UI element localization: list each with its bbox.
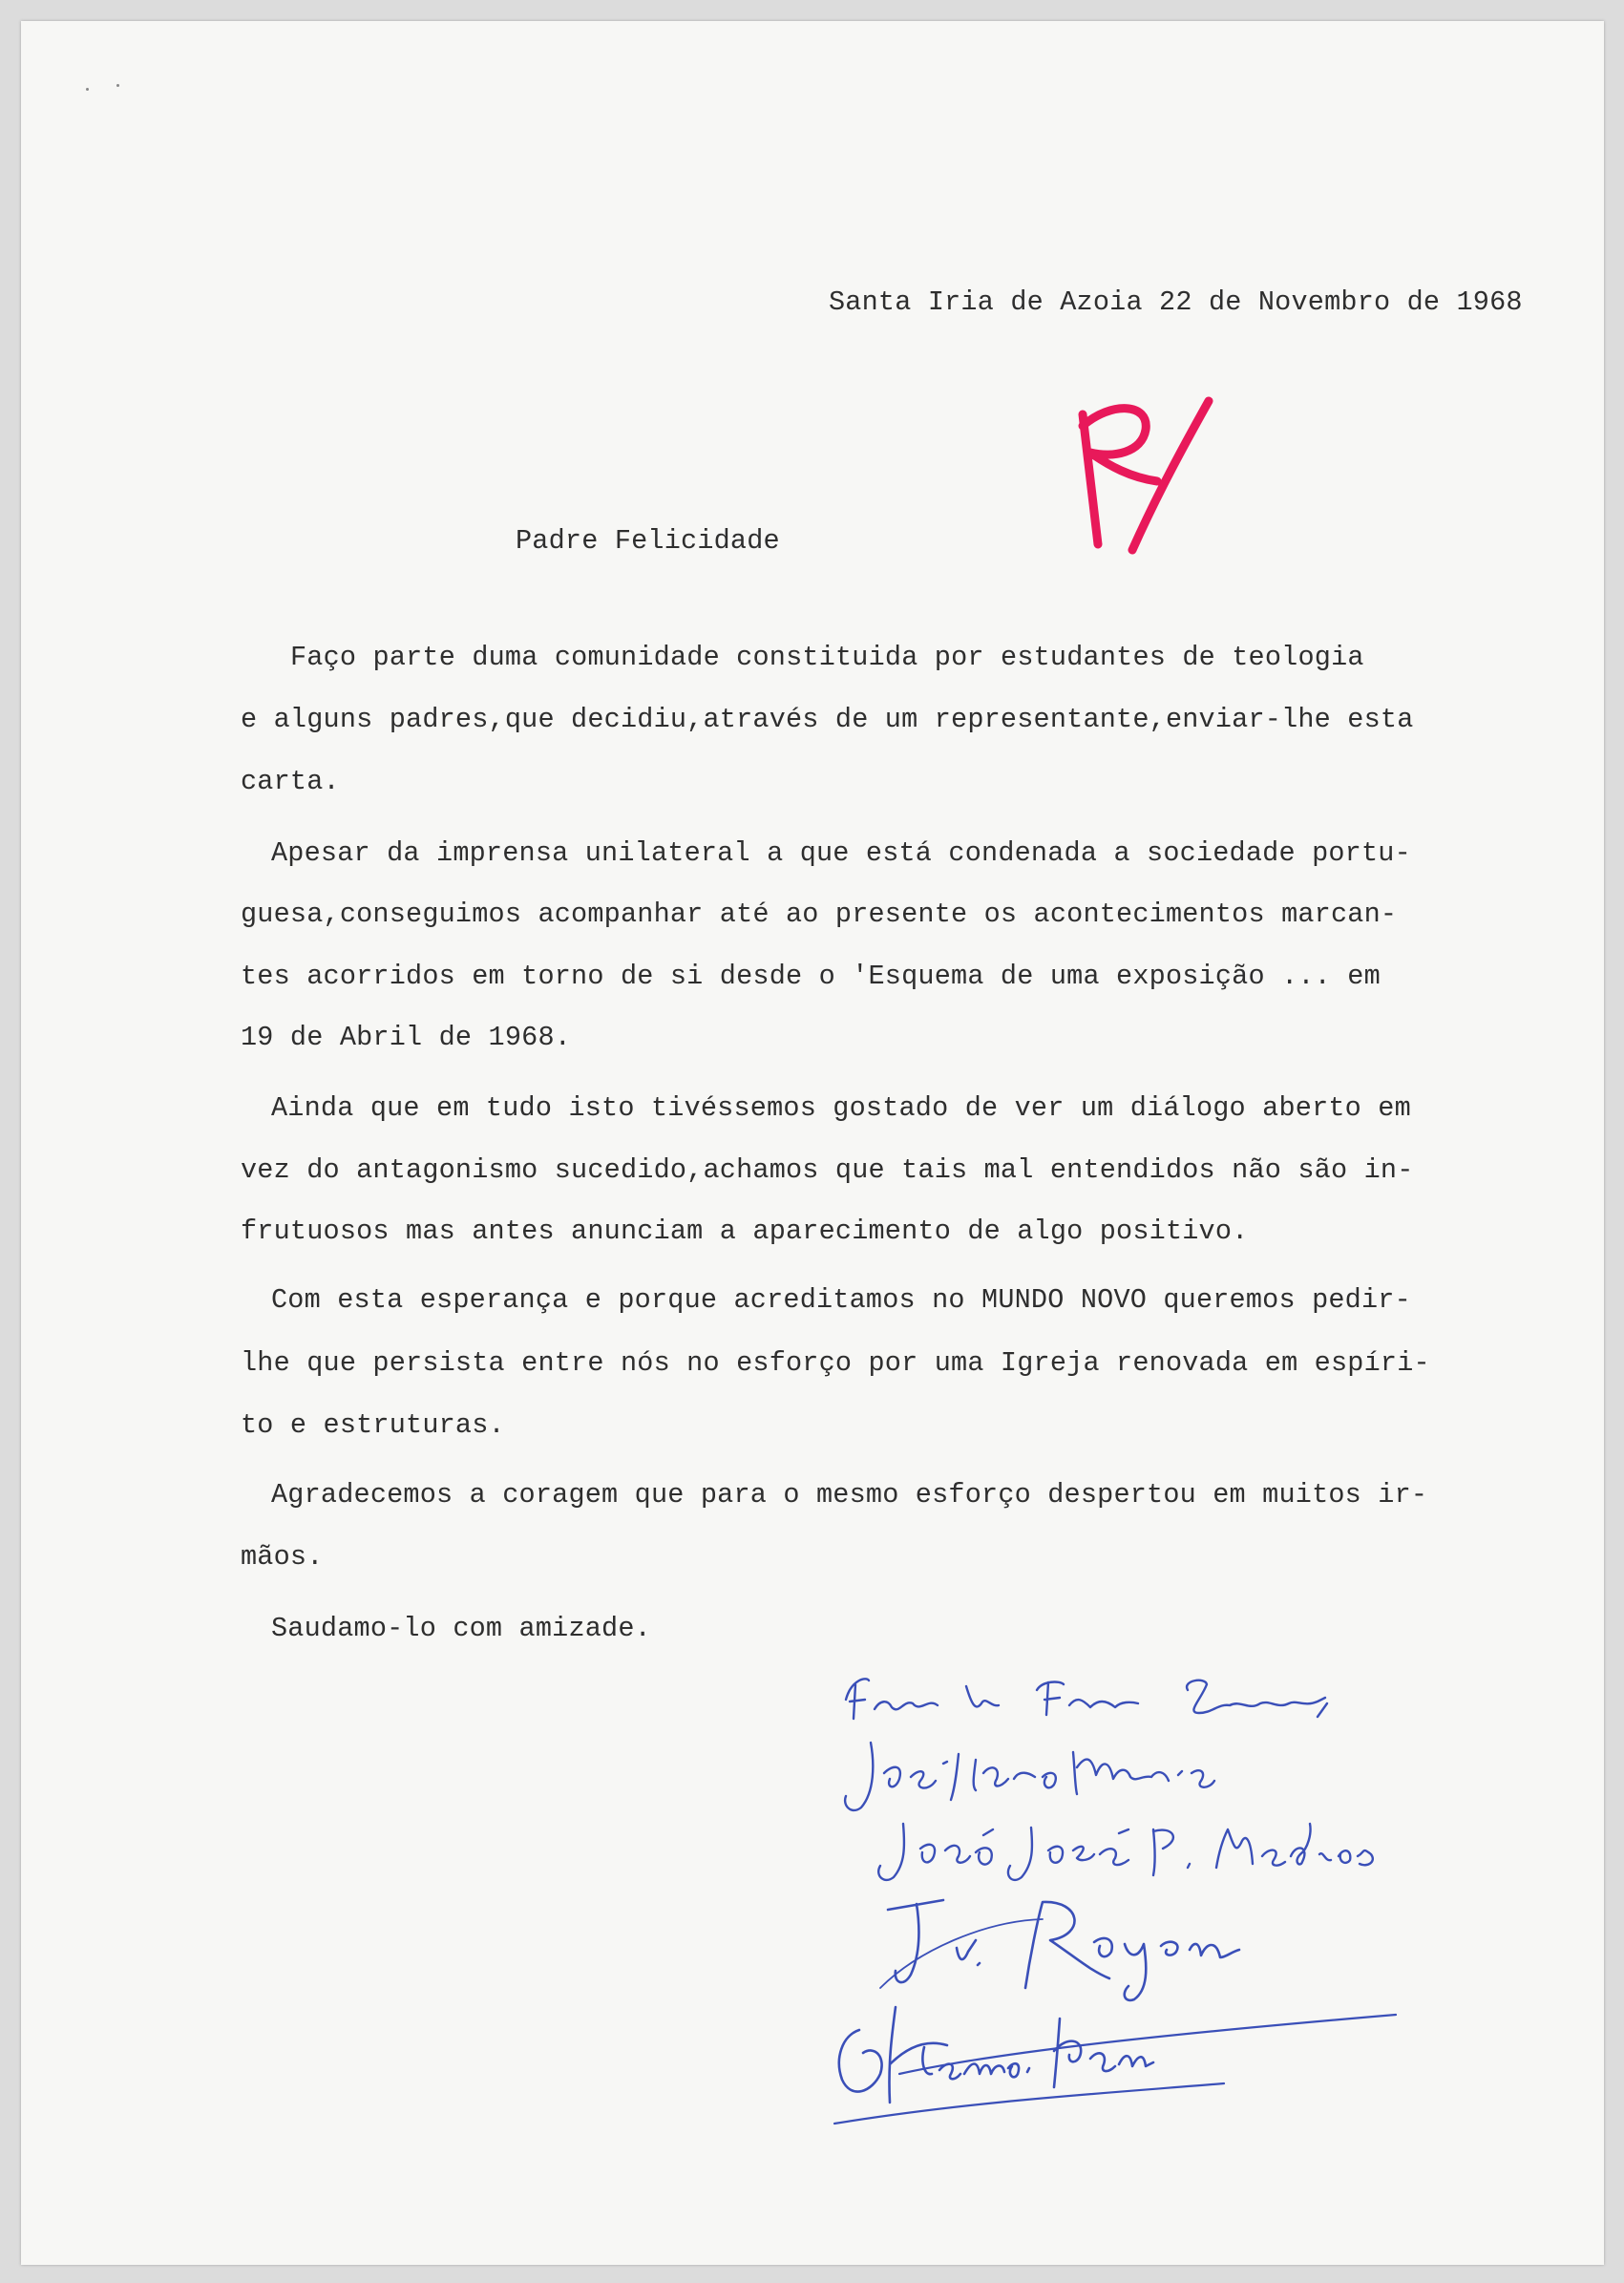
body-line-6: tes acorridos em torno de si desde o 'Esquema de uma exposição ... em xyxy=(241,961,1381,992)
paper-speck xyxy=(116,84,119,87)
letter-page xyxy=(21,21,1604,2265)
body-line-13: to e estruturas. xyxy=(241,1409,505,1441)
body-line-3: carta. xyxy=(241,766,340,797)
salutation: Padre Felicidade xyxy=(516,525,780,557)
signature-3 xyxy=(861,1805,1396,1891)
body-line-10: frutuosos mas antes anunciam a aparecimento de algo positivo. xyxy=(241,1215,1249,1247)
body-line-1: Faço parte duma comunidade constituida por estudantes de teologia xyxy=(290,642,1364,673)
body-line-12: lhe que persista entre nós no esforço por uma Igreja renovada em espíri- xyxy=(241,1347,1430,1379)
signature-5 xyxy=(804,1969,1415,2131)
body-line-2: e alguns padres,que decidiu,através de um representante,enviar-lhe esta xyxy=(241,704,1414,735)
body-line-5: guesa,conseguimos acompanhar até ao presente os acontecimentos marcan- xyxy=(241,898,1398,930)
body-line-11: Com esta esperança e porque acreditamos no MUNDO NOVO queremos pedir- xyxy=(271,1284,1411,1316)
body-line-14: Agradecemos a coragem que para o mesmo esforço despertou em muitos ir- xyxy=(271,1479,1428,1511)
red-annotation-mark xyxy=(1069,382,1222,573)
closing-line: Saudamo-lo com amizade. xyxy=(271,1613,651,1644)
date-line: Santa Iria de Azoia 22 de Novembro de 1968 xyxy=(829,286,1523,318)
body-line-8: Ainda que em tudo isto tivéssemos gostado de ver um diálogo aberto em xyxy=(271,1092,1411,1124)
body-line-9: vez do antagonismo sucedido,achamos que tais mal entendidos não são in- xyxy=(241,1154,1414,1186)
body-line-15: mãos. xyxy=(241,1541,324,1573)
body-line-4: Apesar da imprensa unilateral a que está condenada a sociedade portu- xyxy=(271,837,1411,869)
body-line-7: 19 de Abril de 1968. xyxy=(241,1022,572,1053)
paper-speck xyxy=(86,88,89,91)
